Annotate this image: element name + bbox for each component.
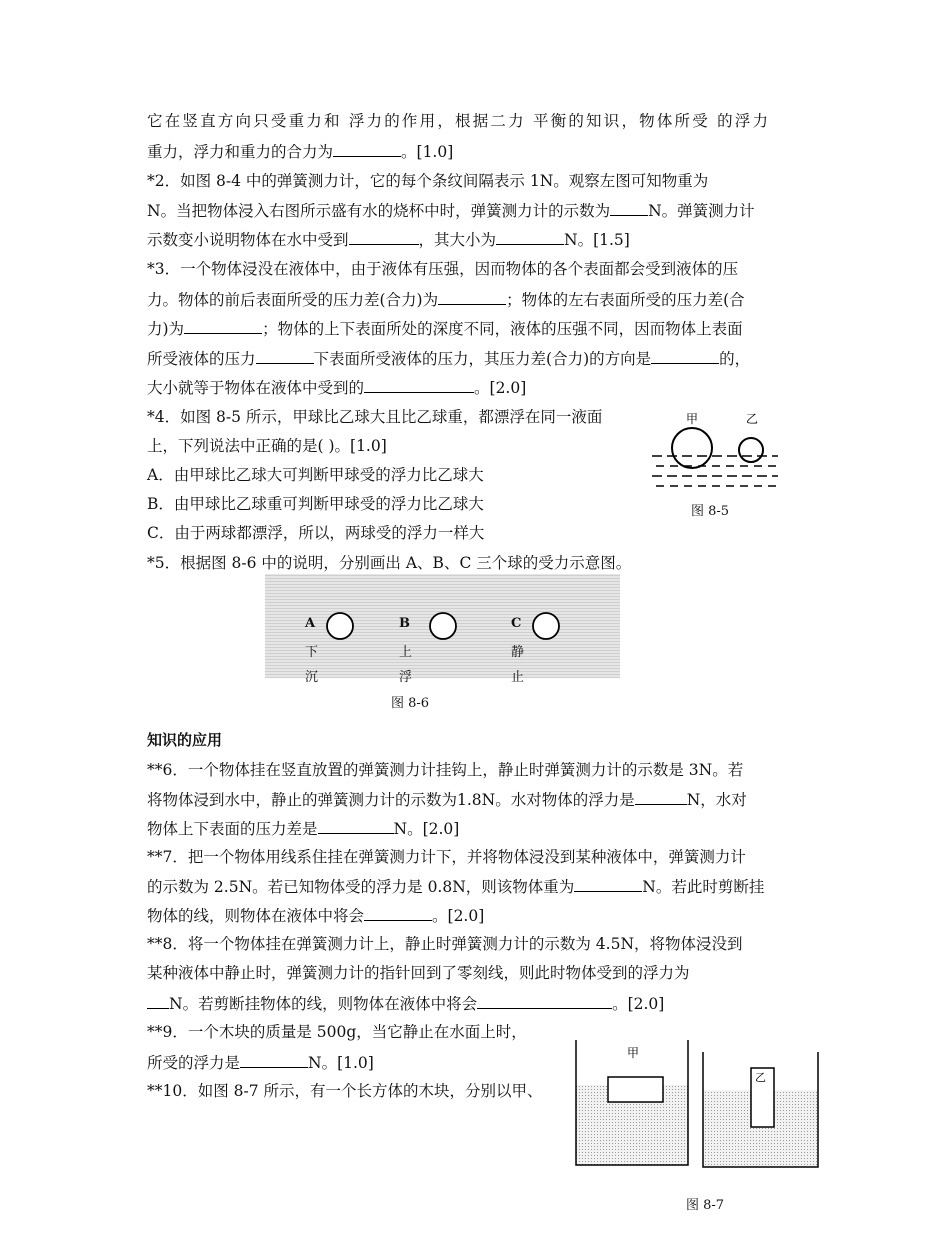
figure-8-5 <box>650 408 790 498</box>
question-3: *3．一个物体浸没在液体中，由于液体有压强，因而物体的各个表面都会受到液体的压 <box>147 260 739 278</box>
ball-a-letter: A <box>305 616 316 631</box>
question-4: *4．如图 8-5 所示，甲球比乙球大且比乙球重，都漂浮在同一液面 <box>147 408 603 426</box>
text-line: 所受液体的压力 下表面所受液体的压力，其压力差(合力)的方向是 的， <box>147 350 751 368</box>
ball-b-letter: B <box>399 616 410 631</box>
question-9: **9．一个木块的质量是 500g，当它静止在水面上时， <box>147 1023 527 1041</box>
ball-b <box>430 613 456 639</box>
label-yi: 乙 <box>746 412 759 426</box>
answer-blank[interactable] <box>349 229 419 245</box>
text-line: 力。物体的前后表面所受的压力差(合力)为 ；物体的左右表面所受的压力差(合 <box>147 291 745 309</box>
question-10: **10．如图 8-7 所示，有一个长方体的木块，分别以甲、 <box>147 1082 543 1100</box>
text-line: 的示数为 2.5N。若已知物体受的浮力是 0.8N，则该物体重为 N。若此时剪断挂 <box>147 878 765 896</box>
text-line: 上，下列说法中正确的是( )。[1.0] <box>147 437 387 455</box>
answer-blank[interactable] <box>635 789 687 805</box>
text-line: 力)为 ；物体的上下表面所处的深度不同，液体的压强不同，因而物体上表面 <box>147 320 743 338</box>
water-lines <box>652 456 782 486</box>
option-a[interactable]: A．由甲球比乙球大可判断甲球受的浮力比乙球大 <box>147 466 484 484</box>
section-heading: 知识的应用 <box>147 731 223 749</box>
ball-c-letter: C <box>511 616 522 631</box>
text-line: 重力，浮力和重力的合力为 。[1.0] <box>147 143 454 161</box>
option-b[interactable]: B．由甲球比乙球重可判断甲球受的浮力比乙球大 <box>147 495 484 513</box>
ball-b-label2: 浮 <box>399 670 413 685</box>
text-line: 物体的线，则物体在液体中将会 。[2.0] <box>147 907 485 925</box>
answer-blank[interactable] <box>333 141 401 157</box>
label-yi: 乙 <box>755 1071 766 1084</box>
answer-blank[interactable] <box>147 993 169 1009</box>
answer-blank[interactable] <box>651 348 719 364</box>
question-5: *5．根据图 8-6 中的说明，分别画出 A、B、C 三个球的受力示意图。 <box>147 554 632 572</box>
answer-blank[interactable] <box>318 818 394 834</box>
option-c[interactable]: C．由于两球都漂浮，所以，两球受的浮力一样大 <box>147 524 485 542</box>
figure-caption: 图 8-6 <box>391 696 430 711</box>
answer-blank[interactable] <box>574 876 642 892</box>
ball-yi <box>739 438 763 462</box>
answer-blank[interactable] <box>364 377 474 393</box>
label-jia: 甲 <box>686 412 699 426</box>
ball-b-label1: 上 <box>399 645 413 660</box>
figure-caption: 图 8-5 <box>691 504 730 519</box>
answer-blank[interactable] <box>477 993 612 1009</box>
ball-c-label2: 止 <box>511 670 525 685</box>
text-line: 物体上下表面的压力差是 N。[2.0] <box>147 820 460 838</box>
figure-8-7 <box>573 1035 823 1170</box>
ball-c-label1: 静 <box>511 645 525 660</box>
answer-blank[interactable] <box>240 1052 308 1068</box>
block-jia <box>608 1077 663 1102</box>
ball-a <box>327 613 353 639</box>
question-7: **7．把一个物体用线系住挂在弹簧测力计下，并将物体浸没到某种液体中，弹簧测力计 <box>147 848 746 866</box>
text-line: 所受的浮力是 N。[1.0] <box>147 1054 374 1072</box>
answer-blank[interactable] <box>496 229 564 245</box>
ball-a-label1: 下 <box>305 645 319 660</box>
ball-c <box>533 613 559 639</box>
ball-a-label2: 沉 <box>305 670 319 685</box>
text-line: 它在竖直方向只受重力和 浮力的作用，根据二力 平衡的知识，物体所受 的浮力 <box>147 112 771 130</box>
text-line: N。若剪断挂物体的线，则物体在液体中将会 。[2.0] <box>147 993 664 1014</box>
label-jia: 甲 <box>627 1046 640 1060</box>
ball-jia <box>672 428 712 468</box>
text-line: N。当把物体浸入右图所示盛有水的烧杯中时，弹簧测力计的示数为 N。弹簧测力计 <box>147 202 755 220</box>
answer-blank[interactable] <box>610 200 648 216</box>
question-6: **6．一个物体挂在竖直放置的弹簧测力计挂钩上，静止时弹簧测力计的示数是 3N。若 <box>147 761 744 779</box>
question-8: **8．将一个物体挂在弹簧测力计上，静止时弹簧测力计的示数为 4.5N，将物体浸没到 <box>147 935 743 953</box>
figure-8-6-balls <box>265 574 620 678</box>
text-line: 某种液体中静止时，弹簧测力计的指针回到了零刻线，则此时物体受到的浮力为 <box>147 964 690 982</box>
answer-blank[interactable] <box>256 348 314 364</box>
answer-blank[interactable] <box>184 318 262 334</box>
answer-blank[interactable] <box>364 905 432 921</box>
question-2: *2．如图 8-4 中的弹簧测力计，它的每个条纹间隔表示 1N。观察左图可知物重为 <box>147 172 709 190</box>
answer-blank[interactable] <box>438 289 506 305</box>
text-line: 将物体浸到水中，静止的弹簧测力计的示数为1.8N。水对物体的浮力是 N，水对 <box>147 791 747 809</box>
figure-caption: 图 8-7 <box>686 1198 725 1213</box>
text-line: 大小就等于物体在液体中受到的 。[2.0] <box>147 379 527 397</box>
text-line: 示数变小说明物体在水中受到 ，其大小为 N。[1.5] <box>147 231 630 249</box>
